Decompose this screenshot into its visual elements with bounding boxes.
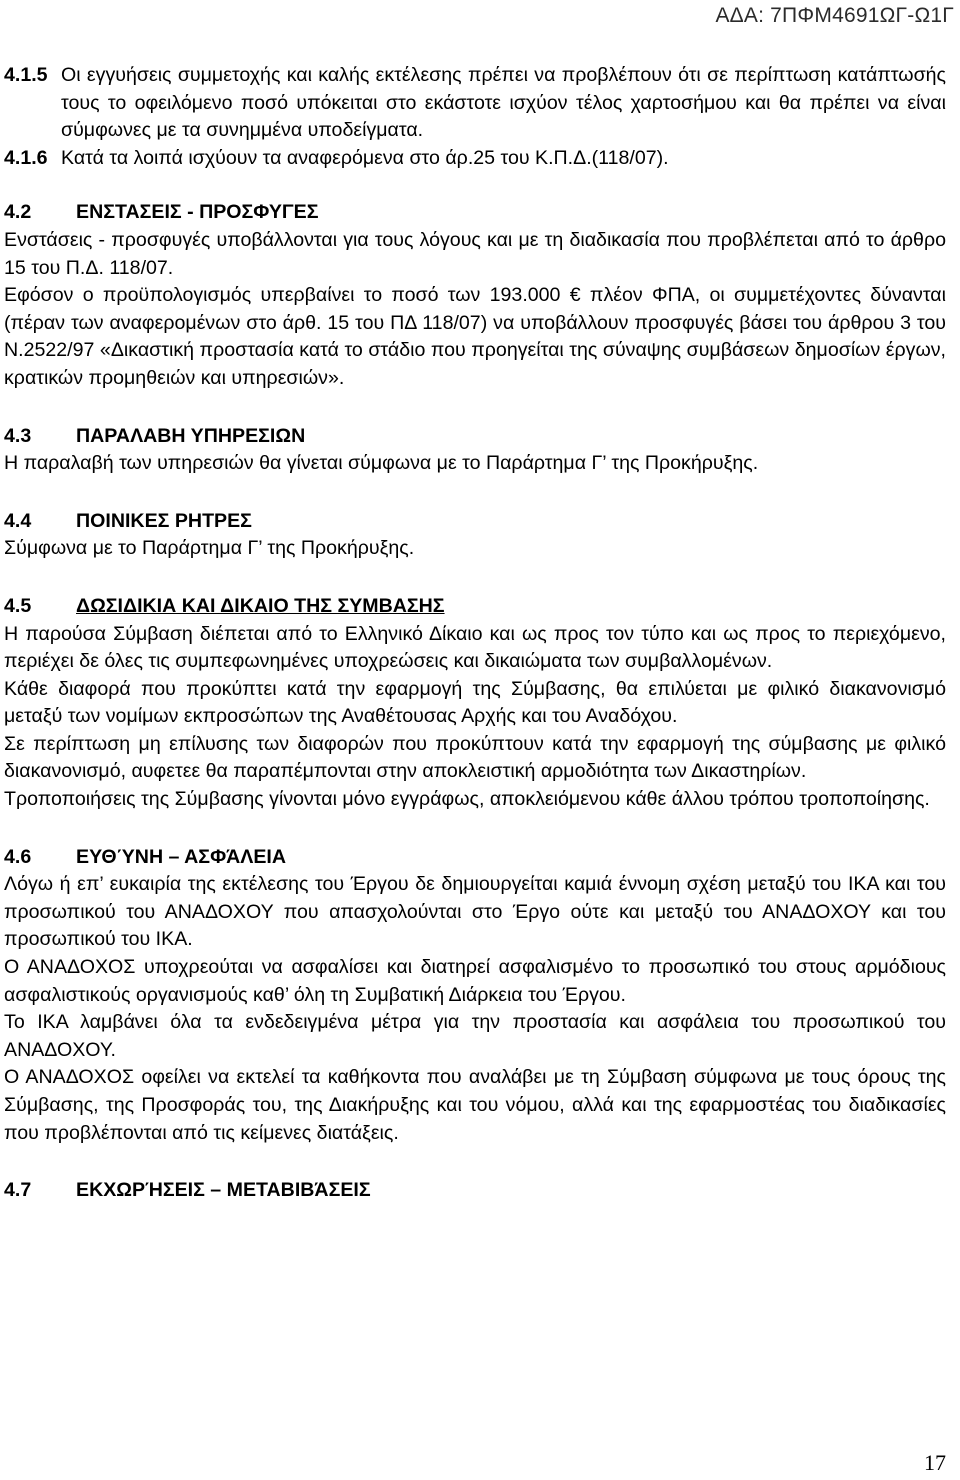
section-text: Κατά τα λοιπά ισχύουν τα αναφερόμενα στο άρ.25 του Κ.Π.Δ.(118/07). <box>61 146 669 169</box>
section-number: 4.2 <box>4 201 32 224</box>
paragraph: Λόγω ή επ’ ευκαιρία της εκτέλεσης του Έργου δε δημιουργείται καμιά έννομη σχέση μεταξύ του ΙΚΑ και του προσωπικού του ΑΝΑΔΟΧΟΥ που απασχολούνται στο Έργο ούτε και μεταξύ του ΑΝΑΔΟΧΟΥ και του προσωπικού του ΙΚΑ. <box>4 873 946 951</box>
section-number: 4.4 <box>4 509 32 532</box>
section-title: ΕΝΣΤΑΣΕΙΣ - ΠΡΟΣΦΥΓΕΣ <box>76 201 319 224</box>
section-heading-4-4 <box>4 508 946 536</box>
paragraph: Εφόσον ο προϋπολογισμός υπερβαίνει το ποσό των 193.000 € πλέον ΦΠΑ, οι συμμετέχοντες δύνανται (πέραν των αναφερομένων στο άρθ. 15 του ΠΔ 118/07) να υποβάλλουν προσφυγές βάσει του άρθρου 3 του Ν.2522/97 «Δικαστική προστασία κατά το στάδιο που προηγείται της σύναψης συμβάσεων δημοσίων έργων, κρατικών προμηθειών και υπηρεσιών». <box>4 284 946 389</box>
section-number: 4.5 <box>4 594 32 617</box>
section-number: 4.6 <box>4 845 32 868</box>
paragraph: Η παρούσα Σύμβαση διέπεται από το Ελληνικό Δίκαιο και ως προς τον τύπο και ως προς το περιεχόμενο, περιέχει δε όλες τις συμπεφωνημένες υποχρεώσεις και δικαιώματα των συμβαλλομένων. <box>4 622 946 673</box>
paragraph: Σε περίπτωση μη επίλυσης των διαφορών που προκύπτουν κατά την εφαρμογή της σύμβασης με φιλικό διακανονισμό, αυφετεε θα παραπέμπονται στην αποκλειστική αρμοδιότητα των Δικαστηρίων. <box>4 732 946 783</box>
spacer <box>4 814 946 844</box>
paragraph: Κάθε διαφορά που προκύπτει κατά την εφαρμογή της Σύμβασης, θα επιλύεται με φιλικό διακανονισμό μεταξύ των νομίμων εκπροσώπων της Αναθέτουσας Αρχής και του Αναδόχου. <box>4 677 946 728</box>
paragraph: Το ΙΚΑ λαμβάνει όλα τα ενδεδειγμένα μέτρα για την προστασία και ασφάλεια του προσωπικού του ΑΝΑΔΟΧΟΥ. <box>4 1011 946 1061</box>
paragraph: Τροποποιήσεις της Σύμβασης γίνονται μόνο εγγράφως, αποκλειόμενου κάθε άλλου τρόπου τροποποίησης. <box>4 788 930 811</box>
page-number: 17 <box>924 1450 946 1475</box>
ada-code: ΑΔΑ: 7ΠΦΜ4691ΩΓ-Ω1Γ <box>715 4 954 27</box>
paragraph: Σύμφωνα με το Παράρτημα Γ’ της Προκήρυξης. <box>4 537 415 560</box>
section-number: 4.1.5 <box>4 64 48 86</box>
section-title: ΔΩΣΙΔΙΚΙΑ ΚΑΙ ΔΙΚΑΙΟ ΤΗΣ ΣΥΜΒΑΣΗΣ <box>76 594 445 617</box>
section-number: 4.1.6 <box>4 146 48 169</box>
section-number: 4.3 <box>4 424 32 447</box>
paragraph: Ενστάσεις - προσφυγές υποβάλλονται για τους λόγους και με τη διαδικασία που προβλέπεται από το άρθρο 15 του Π.Δ. 118/07. <box>4 228 946 279</box>
section-title: ΠΟΙΝΙΚΕΣ ΡΗΤΡΕΣ <box>76 509 252 532</box>
spacer <box>4 563 946 593</box>
section-heading-4-7 <box>4 1177 946 1205</box>
section-number: 4.7 <box>4 1179 32 1202</box>
section-text: Οι εγγυήσεις συμμετοχής και καλής εκτέλεσης πρέπει να προβλέπουν ότι σε περίπτωση κατάπτωσής τους το οφειλόμενο ποσό υπόκειται στο εκάστοτε ισχύον τέλος χαρτοσήμου και θα πρέπει να είναι σύμφωνες με τα συνημμένα υποδείγματα. <box>61 64 946 142</box>
spacer <box>4 478 946 508</box>
section-heading-4-3 <box>4 423 946 451</box>
paragraph: Ο ΑΝΑΔΟΧΟΣ υποχρεούται να ασφαλίσει και διατηρεί ασφαλισμένο το προσωπικό του στους αρμόδιους ασφαλιστικούς οργανισμούς καθ’ όλη τη Συμβατική Διάρκεια του Έργου. <box>4 956 946 1006</box>
section-heading-4-6 <box>4 844 946 872</box>
section-title: ΕΥΘΎΝΗ – ΑΣΦΆΛΕΙΑ <box>76 845 287 868</box>
spacer <box>4 1147 946 1177</box>
section-title: ΠΑΡΑΛΑΒΗ ΥΠΗΡΕΣΙΩΝ <box>76 424 306 447</box>
paragraph: Ο ΑΝΑΔΟΧΟΣ οφείλει να εκτελεί τα καθήκοντα που αναλάβει με τη Σύμβαση σύμφωνα με τους όρους της Σύμβασης, της Προσφοράς του, της Διακήρυξης και του νόμου, αλλά και της εφαρμοστέας του διαδικασίες που προβλέπονται από τις κείμενες διατάξεις. <box>4 1066 946 1144</box>
paragraph: Η παραλαβή των υπηρεσιών θα γίνεται σύμφωνα με το Παράρτημα Γ’ της Προκήρυξης. <box>4 452 759 475</box>
spacer <box>4 393 946 423</box>
section-heading-4-5 <box>4 593 946 621</box>
section-4-1-6 <box>4 145 946 173</box>
section-title: ΕΚΧΩΡΉΣΕΙΣ – ΜΕΤΑΒΙΒΆΣΕΙΣ <box>76 1179 371 1202</box>
section-4-1-5 <box>4 62 946 145</box>
document-body <box>4 62 946 1205</box>
section-heading-4-2 <box>4 199 946 227</box>
spacer <box>4 172 946 199</box>
